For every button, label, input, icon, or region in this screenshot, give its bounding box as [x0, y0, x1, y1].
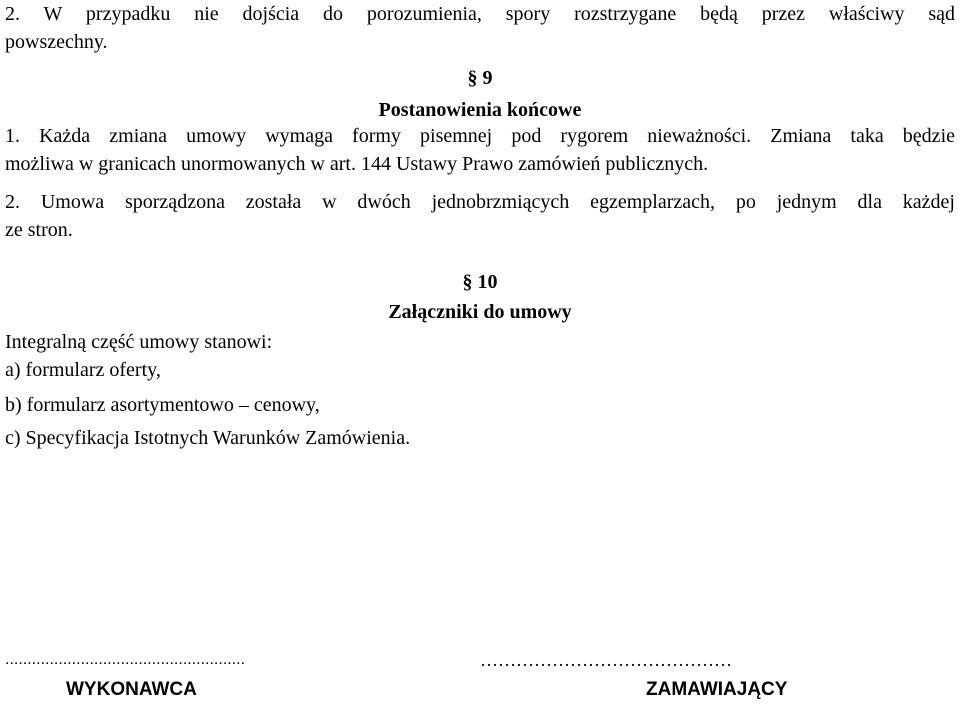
section-9-title: Postanowienia końcowe [378, 99, 582, 121]
section-9-number: § 9 [467, 67, 493, 89]
attachment-item: c) Specyfikacja Istotnych Warunków Zamówienia. [5, 427, 411, 449]
contractor-signature-label: WYKONAWCA [66, 679, 197, 700]
attachments-intro: Integralną część umowy stanowi: [5, 331, 273, 353]
paragraph-dispute-line-2: powszechny. [5, 31, 108, 53]
contractor-signature-line: ...................................................... [5, 651, 246, 668]
attachment-item: b) formularz asortymentowo – cenowy, [5, 394, 320, 416]
attachment-item: a) formularz oferty, [5, 359, 161, 381]
section-9-paragraph-1-line-2: możliwa w granicach unormowanych w art. 144 Ustawy Prawo zamówień publicznych. [5, 153, 709, 175]
section-10-title: Załączniki do umowy [388, 301, 572, 323]
client-signature-label: ZAMAWIAJĄCY [646, 679, 788, 700]
section-10-number: § 10 [462, 271, 498, 293]
paragraph-dispute-line-1: 2. W przypadku nie dojścia do porozumienia, spory rozstrzygane będą przez właściwy sąd [5, 3, 955, 25]
section-9-paragraph-2-line-1: 2. Umowa sporządzona została w dwóch jednobrzmiących egzemplarzach, po jednym dla każdej [5, 191, 955, 213]
section-9-paragraph-1-line-1: 1. Każda zmiana umowy wymaga formy pisemnej pod rygorem nieważności. Zmiana taka będzie [5, 125, 955, 147]
section-9-paragraph-2-line-2: ze stron. [5, 219, 73, 241]
client-signature-line: …………………………………… [480, 650, 732, 670]
